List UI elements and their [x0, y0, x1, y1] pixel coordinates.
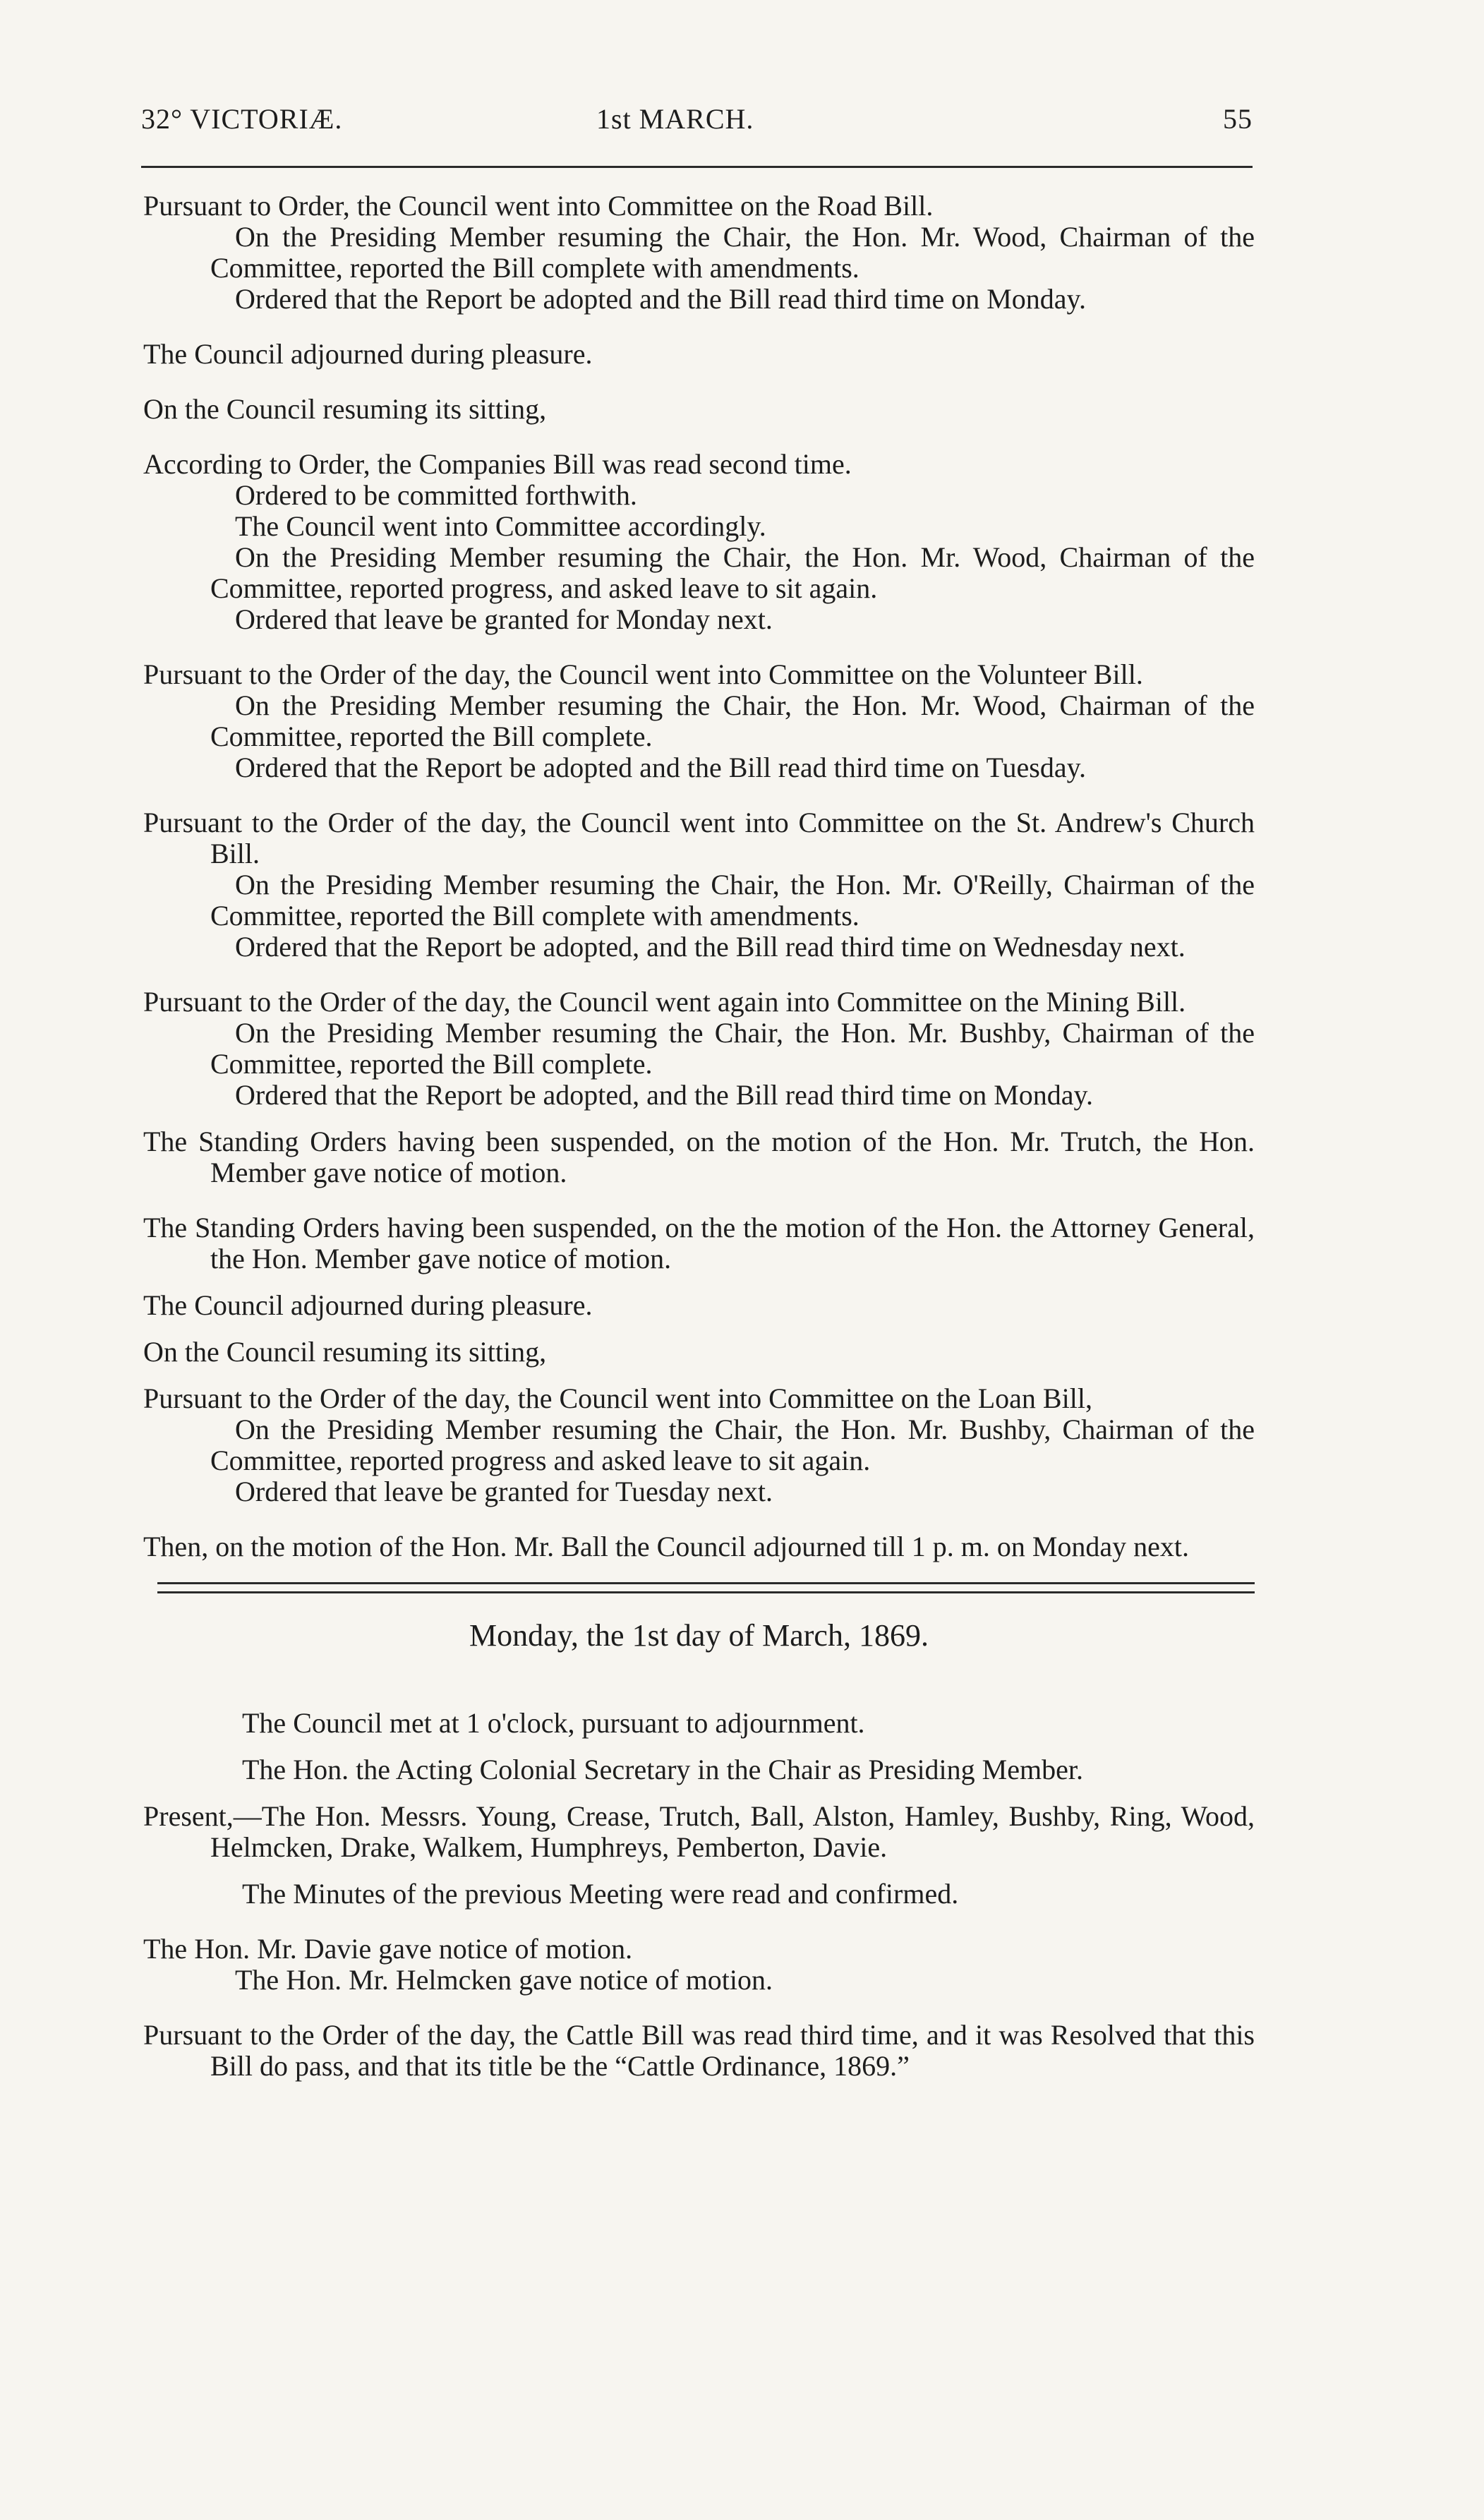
paragraph: Pursuant to the Order of the day, the Council went into Committee on the Volunteer Bill. — [143, 658, 1143, 690]
header-date: 1st MARCH. — [596, 103, 754, 135]
paragraph: On the Presiding Member resuming the Chair, the Hon. Mr. Wood, Chairman of the Committee, reported the Bill complete. — [210, 689, 1255, 752]
paragraph: On the Presiding Member resuming the Chair, the Hon. Mr. O'Reilly, Chairman of the Committee, reported the Bill complete with amendments. — [210, 869, 1255, 932]
section-divider — [157, 1582, 1255, 1593]
paragraph: The Standing Orders having been suspended, on the the motion of the Hon. the Attorney General, the Hon. Member gave notice of motion. — [143, 1212, 1255, 1274]
paragraph: The Council went into Committee accordingly. — [235, 510, 766, 542]
paragraph: Ordered that leave be granted for Tuesday next. — [235, 1476, 773, 1507]
paragraph: On the Council resuming its sitting, — [143, 393, 547, 425]
paragraph: The Hon. the Acting Colonial Secretary in the Chair as Presiding Member. — [242, 1754, 1083, 1785]
attendance-list: Present,—The Hon. Messrs. Young, Crease, Trutch, Ball, Alston, Hamley, Bushby, Ring, Wood, Helmcken, Drake, Walkem, Humphreys, Pemberton, Davie. — [143, 1800, 1255, 1863]
running-header — [141, 102, 1253, 145]
paragraph: Pursuant to the Order of the day, the Cattle Bill was read third time, and it was Resolved that this Bill do pass, and that its title be the “Cattle Ordinance, 1869.” — [143, 2019, 1255, 2082]
paragraph: The Council met at 1 o'clock, pursuant to adjournment. — [242, 1707, 865, 1739]
page-number: 55 — [1223, 103, 1253, 135]
paragraph: Pursuant to the Order of the day, the Council went into Committee on the Loan Bill, — [143, 1382, 1092, 1414]
paragraph: The Minutes of the previous Meeting were read and confirmed. — [242, 1878, 959, 1910]
paragraph: On the Presiding Member resuming the Chair, the Hon. Mr. Wood, Chairman of the Committee, reported the Bill complete with amendments. — [210, 221, 1255, 284]
paragraph: The Hon. Mr. Helmcken gave notice of motion. — [235, 1964, 773, 1996]
paragraph: Ordered that leave be granted for Monday next. — [235, 603, 773, 635]
paragraph: Pursuant to the Order of the day, the Council went into Committee on the St. Andrew's Church Bill. — [143, 807, 1255, 869]
paragraph: The Council adjourned during pleasure. — [143, 338, 593, 370]
paragraph: According to Order, the Companies Bill was read second time. — [143, 448, 852, 480]
paragraph: On the Presiding Member resuming the Chair, the Hon. Mr. Wood, Chairman of the Committee, reported progress, and asked leave to sit again. — [210, 541, 1255, 604]
paragraph: Then, on the motion of the Hon. Mr. Ball the Council adjourned till 1 p. m. on Monday next. — [143, 1531, 1190, 1562]
paragraph: Pursuant to Order, the Council went into Committee on the Road Bill. — [143, 190, 934, 222]
paragraph: The Hon. Mr. Davie gave notice of motion. — [143, 1933, 633, 1965]
section-date-heading: Monday, the 1st day of March, 1869. — [469, 1618, 929, 1653]
paragraph: Ordered that the Report be adopted, and the Bill read third time on Wednesday next. — [235, 931, 1186, 963]
paragraph: Pursuant to the Order of the day, the Council went again into Committee on the Mining Bill. — [143, 986, 1186, 1018]
paragraph: The Standing Orders having been suspended, on the motion of the Hon. Mr. Trutch, the Hon. Member gave notice of motion. — [143, 1126, 1255, 1188]
paragraph: Ordered that the Report be adopted and the Bill read third time on Tuesday. — [235, 752, 1087, 783]
paragraph: On the Council resuming its sitting, — [143, 1336, 547, 1368]
header-rule — [141, 166, 1253, 168]
header-regnal-year: 32° VICTORIÆ. — [141, 103, 343, 135]
document-body — [143, 191, 1255, 2082]
paragraph: Ordered that the Report be adopted, and the Bill read third time on Monday. — [235, 1079, 1093, 1111]
paragraph: On the Presiding Member resuming the Chair, the Hon. Mr. Bushby, Chairman of the Committee, reported progress and asked leave to sit again. — [210, 1413, 1255, 1476]
paragraph: On the Presiding Member resuming the Chair, the Hon. Mr. Bushby, Chairman of the Committee, reported the Bill complete. — [210, 1017, 1255, 1080]
paragraph: The Council adjourned during pleasure. — [143, 1289, 593, 1321]
paragraph: Ordered that the Report be adopted and the Bill read third time on Monday. — [235, 283, 1086, 315]
paragraph: Ordered to be committed forthwith. — [235, 479, 637, 511]
